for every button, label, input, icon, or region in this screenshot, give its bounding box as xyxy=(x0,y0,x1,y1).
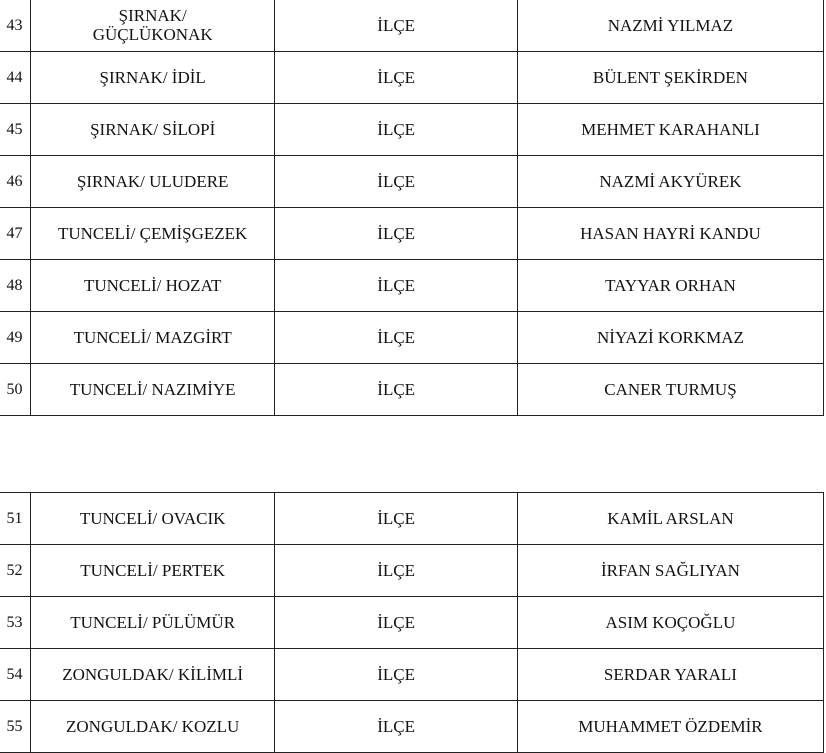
table-row xyxy=(0,104,824,156)
type-cell: İLÇE xyxy=(275,312,517,364)
table-row xyxy=(0,52,824,104)
location-cell xyxy=(30,0,275,52)
table-row xyxy=(0,312,824,364)
table-row xyxy=(0,493,824,545)
location-cell: ZONGULDAK/ KOZLU xyxy=(30,701,275,753)
table-row xyxy=(0,364,824,416)
table-row xyxy=(0,649,824,701)
row-number-cell: 45 xyxy=(0,104,30,156)
type-cell: İLÇE xyxy=(275,364,517,416)
table-row xyxy=(0,156,824,208)
name-cell: TAYYAR ORHAN xyxy=(517,260,823,312)
type-cell: İLÇE xyxy=(275,104,517,156)
table-row xyxy=(0,545,824,597)
location-cell: TUNCELİ/ PERTEK xyxy=(30,545,275,597)
location-line: ŞIRNAK/ xyxy=(118,6,187,25)
row-number-cell: 55 xyxy=(0,701,30,753)
type-cell: İLÇE xyxy=(275,208,517,260)
location-cell: ZONGULDAK/ KİLİMLİ xyxy=(30,649,275,701)
location-cell: ŞIRNAK/ İDİL xyxy=(30,52,275,104)
name-cell: NAZMİ AKYÜREK xyxy=(517,156,823,208)
type-cell: İLÇE xyxy=(275,52,517,104)
name-cell: CANER TURMUŞ xyxy=(517,364,823,416)
type-cell: İLÇE xyxy=(275,597,517,649)
row-number-cell: 47 xyxy=(0,208,30,260)
row-number-cell: 50 xyxy=(0,364,30,416)
row-number-cell: 48 xyxy=(0,260,30,312)
type-cell: İLÇE xyxy=(275,493,517,545)
name-cell: KAMİL ARSLAN xyxy=(517,493,823,545)
name-cell: SERDAR YARALI xyxy=(517,649,823,701)
name-cell: BÜLENT ŞEKİRDEN xyxy=(517,52,823,104)
row-number-cell: 46 xyxy=(0,156,30,208)
row-number-cell: 52 xyxy=(0,545,30,597)
location-cell: ŞIRNAK/ ULUDERE xyxy=(30,156,275,208)
type-cell: İLÇE xyxy=(275,0,517,52)
table-row xyxy=(0,0,824,52)
location-cell: TUNCELİ/ MAZGİRT xyxy=(30,312,275,364)
location-line: GÜÇLÜKONAK xyxy=(92,25,213,44)
name-cell: İRFAN SAĞLIYAN xyxy=(517,545,823,597)
location-cell: TUNCELİ/ OVACIK xyxy=(30,493,275,545)
table-row xyxy=(0,701,824,753)
type-cell: İLÇE xyxy=(275,649,517,701)
name-cell: MEHMET KARAHANLI xyxy=(517,104,823,156)
type-cell: İLÇE xyxy=(275,701,517,753)
location-cell: TUNCELİ/ ÇEMİŞGEZEK xyxy=(30,208,275,260)
table-row xyxy=(0,208,824,260)
table-row xyxy=(0,597,824,649)
name-cell: NİYAZİ KORKMAZ xyxy=(517,312,823,364)
name-cell: MUHAMMET ÖZDEMİR xyxy=(517,701,823,753)
name-cell: NAZMİ YILMAZ xyxy=(517,0,823,52)
location-cell: TUNCELİ/ PÜLÜMÜR xyxy=(30,597,275,649)
appointments-table-part2 xyxy=(0,492,824,753)
row-number-cell: 49 xyxy=(0,312,30,364)
row-number-cell: 43 xyxy=(0,0,30,52)
location-cell: TUNCELİ/ HOZAT xyxy=(30,260,275,312)
row-number-cell: 44 xyxy=(0,52,30,104)
name-cell: HASAN HAYRİ KANDU xyxy=(517,208,823,260)
type-cell: İLÇE xyxy=(275,545,517,597)
type-cell: İLÇE xyxy=(275,260,517,312)
row-number-cell: 53 xyxy=(0,597,30,649)
location-cell: ŞIRNAK/ SİLOPİ xyxy=(30,104,275,156)
row-number-cell: 51 xyxy=(0,493,30,545)
location-cell: TUNCELİ/ NAZIMİYE xyxy=(30,364,275,416)
row-number-cell: 54 xyxy=(0,649,30,701)
type-cell: İLÇE xyxy=(275,156,517,208)
name-cell: ASIM KOÇOĞLU xyxy=(517,597,823,649)
table-row xyxy=(0,260,824,312)
